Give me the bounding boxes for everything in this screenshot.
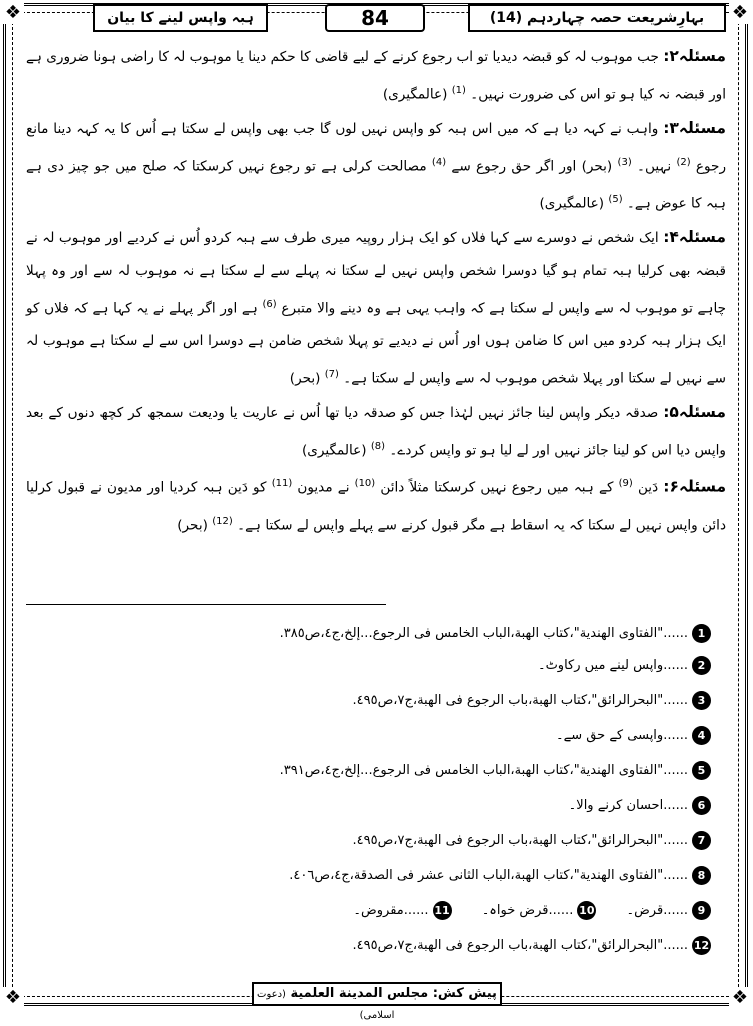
footnote-number: 7 (692, 831, 711, 850)
masala-label: مسئلہ۵: (663, 402, 726, 421)
footnote-text: قرض۔ (626, 903, 664, 918)
corner-ornament-icon: ❖ (729, 2, 751, 24)
masala-text: (بحر) اور اگر حق رجوع سے (451, 158, 613, 175)
footnote-divider (26, 604, 386, 605)
masala-text: مصالحت کرلی ہے تو رجوع نہیں کرسکتا کہ صلح میں جو چیز دی ہے ہبہ کا عوض ہے۔ (26, 158, 726, 212)
footnote-number: 10 (577, 901, 596, 920)
footnote-ref[interactable]: (6) (262, 298, 277, 310)
masala-label: مسئلہ۴: (663, 227, 726, 246)
masala-text: ہے اور اگر پہلے نے یہ کہا ہے کہ فلاں کو ایک ہزار ہبہ کردو میں اس کا ضامن ہوں اور اُس نے دیدیے تو پہلا شخص ضامن ہے دوسرا اس سے لے سکتا ہے موہوب لہ سے نہیں لے سکتا اور پہلا شخص موہوب لہ سے واپس لے سکتا ہے۔ (26, 300, 726, 387)
footnote-number: 3 (692, 691, 711, 710)
footnote-ref[interactable]: (12) (212, 515, 233, 527)
footnote-ref[interactable]: (7) (324, 369, 339, 381)
footnote-number: 6 (692, 796, 711, 815)
source-citation: (بحر) (289, 370, 321, 387)
masala-text: ایک شخص نے دوسرے سے کہا فلاں کو ایک ہزار روپیہ میری طرف سے ہبہ کردو اُس نے کردیے اور موہوب لہ نے قبضہ بھی کرلیا ہبہ تمام ہو گیا دوسرا شخص واپس نہیں لے سکتا نہ پہلے سے لے سکتا ہے نہ موہوب لہ سے اور وہ پہلا چاہے تو موہوب لہ سے واپس لے سکتا ہے کہ واہب یہی ہے وہ دینے والا متبرع (26, 229, 726, 317)
source-citation: (عالمگیری) (539, 195, 605, 212)
footnote-ref[interactable]: (5) (608, 194, 623, 206)
masala-text: جب موہوب لہ کو قبضہ دیدیا تو اب رجوع کرنے کے لیے قاضی کا حکم دینا یا موہوب لہ کا راضی ہونا ضروری ہے اور قبضہ نہ کیا ہو تو اس کی ضرورت نہیں۔ (26, 49, 726, 103)
footnote (71, 652, 711, 680)
footnote (71, 620, 711, 648)
footnote-text: "البحرالرائق"،كتاب الهبة،باب الرجوع فى الهبة،ج٧،ص٤٩٥. (352, 833, 664, 848)
corner-ornament-icon: ❖ (2, 987, 24, 1009)
footnote-number: 11 (433, 901, 452, 920)
footnote-text: "البحرالرائق"،كتاب الهبة،باب الرجوع فى الهبة،ج٧،ص٤٩٥. (352, 938, 664, 953)
chapter-title: ہبہ واپس لینے کا بیان (93, 4, 268, 32)
footnote (71, 827, 711, 855)
footnote-dots: ...... (663, 798, 688, 813)
masala-4 (26, 221, 726, 396)
footnote (353, 897, 451, 925)
masala-text: نہیں۔ (637, 158, 672, 175)
masala-text: کے ہبہ میں رجوع نہیں کرسکتا مثلاً دائن (380, 479, 614, 496)
footnote-text: واپس لینے میں رکاوٹ۔ (537, 658, 664, 673)
masala-3 (26, 112, 726, 221)
footnote-dots: ...... (663, 658, 688, 673)
footnote-number: 12 (692, 936, 711, 955)
footnote-text: قرض خواہ۔ (481, 903, 549, 918)
footnote-ref[interactable]: (10) (354, 478, 376, 490)
book-title: بہارِشریعت حصہ چہاردہم (14) (468, 4, 726, 32)
footnote-ref[interactable]: (8) (370, 440, 386, 452)
footnote (626, 897, 711, 925)
footnote (71, 687, 711, 715)
publisher-label: پیش کش: (432, 986, 497, 1001)
publisher-sub: (دعوت اسلامی) (257, 989, 395, 1021)
footnote-number: 2 (692, 656, 711, 675)
footnote-ref[interactable]: (9) (618, 478, 633, 490)
footnote-dots: ...... (663, 903, 688, 918)
footnote (482, 897, 597, 925)
footnote (71, 722, 711, 750)
source-citation: (بحر) (177, 517, 208, 534)
footnote-text: "الفتاوى الهندية"،كتاب الهبة،الباب الخامس فى الرجوع...إلخ،ج٤،ص٣٨٥. (279, 626, 664, 641)
footnote-dots: ...... (663, 868, 688, 883)
footnote-dots: ...... (663, 693, 688, 708)
footnote-ref[interactable]: (4) (431, 156, 447, 168)
footnote-text: احسان کرنے والا۔ (568, 798, 664, 813)
footnote-text: "الفتاوى الهندية"،كتاب الهبة،الباب الثانى عشر فى الصدقة،ج٤،ص٤٠٦. (289, 868, 664, 883)
footnote-dots: ...... (663, 626, 688, 641)
corner-ornament-icon: ❖ (729, 987, 751, 1009)
footnote-number: 9 (692, 901, 711, 920)
footnote (71, 792, 711, 820)
masala-text: دَین (637, 479, 659, 496)
masala-label: مسئلہ۳: (663, 118, 726, 137)
masala-label: مسئلہ۶: (663, 477, 727, 496)
footnote-text: "البحرالرائق"،كتاب الهبة،باب الرجوع فى الهبة،ج٧،ص٤٩٥. (352, 693, 664, 708)
footnote-dots: ...... (663, 833, 688, 848)
corner-ornament-icon: ❖ (2, 2, 24, 24)
footnote-text: "الفتاوى الهندية"،كتاب الهبة،الباب الخامس فى الرجوع...إلخ،ج٤،ص٣٩١. (279, 763, 664, 778)
masala-text: نے مدیون (297, 479, 350, 496)
page-number: 84 (325, 4, 425, 32)
footnote-text: واپسی کے حق سے۔ (556, 728, 664, 743)
footnote-ref[interactable]: (11) (271, 478, 293, 490)
footnote (71, 757, 711, 785)
footnote-number: 1 (692, 624, 711, 643)
footnote-dots: ...... (663, 763, 688, 778)
footnote-ref[interactable]: (2) (676, 156, 691, 168)
footnote-text: مقروض۔ (353, 903, 404, 918)
footnote-number: 5 (692, 761, 711, 780)
masala-text: واہب نے کہہ دیا ہے کہ میں اس ہبہ کو واپس نہیں لوں گا جب بھی واپس لے سکتا ہے اُس کا یہ کہہ دینا مانع رجوع (26, 120, 727, 175)
masala-6 (26, 467, 726, 542)
footnote-dots: ...... (663, 938, 688, 953)
masala-text: صدقہ دیکر واپس لینا جائز نہیں لہٰذا جس کو صدقہ دیا تھا اُس نے عاریت یا ودیعت سمجھ کر کچھ دنوں کے بعد واپس دیا اس کو لینا جائز نہیں اور لے لیا ہو تو واپس کردے۔ (26, 404, 726, 459)
masala-text: کو دَین ہبہ کردیا اور مدیون نے قبول کرلیا دائن واپس نہیں لے سکتا کہ یہ اسقاط ہے مگر قبول کرنے سے پہلے واپس لے سکتا ہے۔ (26, 479, 726, 534)
footnote (71, 932, 711, 960)
main-text (26, 40, 726, 600)
source-citation: (عالمگیری) (382, 86, 448, 103)
footnote-dots: ...... (403, 903, 429, 918)
footnote (71, 862, 711, 890)
footnote-dots: ...... (663, 728, 688, 743)
publisher-footer (252, 982, 502, 1021)
footnote-number: 4 (692, 726, 711, 745)
publisher-name: مجلس المدينة العلمية (290, 986, 429, 1001)
source-citation: (عالمگیری) (301, 442, 367, 459)
masala-label: مسئلہ۲: (663, 47, 726, 65)
masala-2 (26, 40, 726, 112)
footnote-group (71, 897, 711, 925)
footnote-ref[interactable]: (1) (451, 85, 466, 96)
footnote-dots: ...... (548, 903, 574, 918)
footnote-number: 8 (692, 866, 711, 885)
masala-5 (26, 396, 726, 468)
footnote-ref[interactable]: (3) (617, 156, 632, 168)
